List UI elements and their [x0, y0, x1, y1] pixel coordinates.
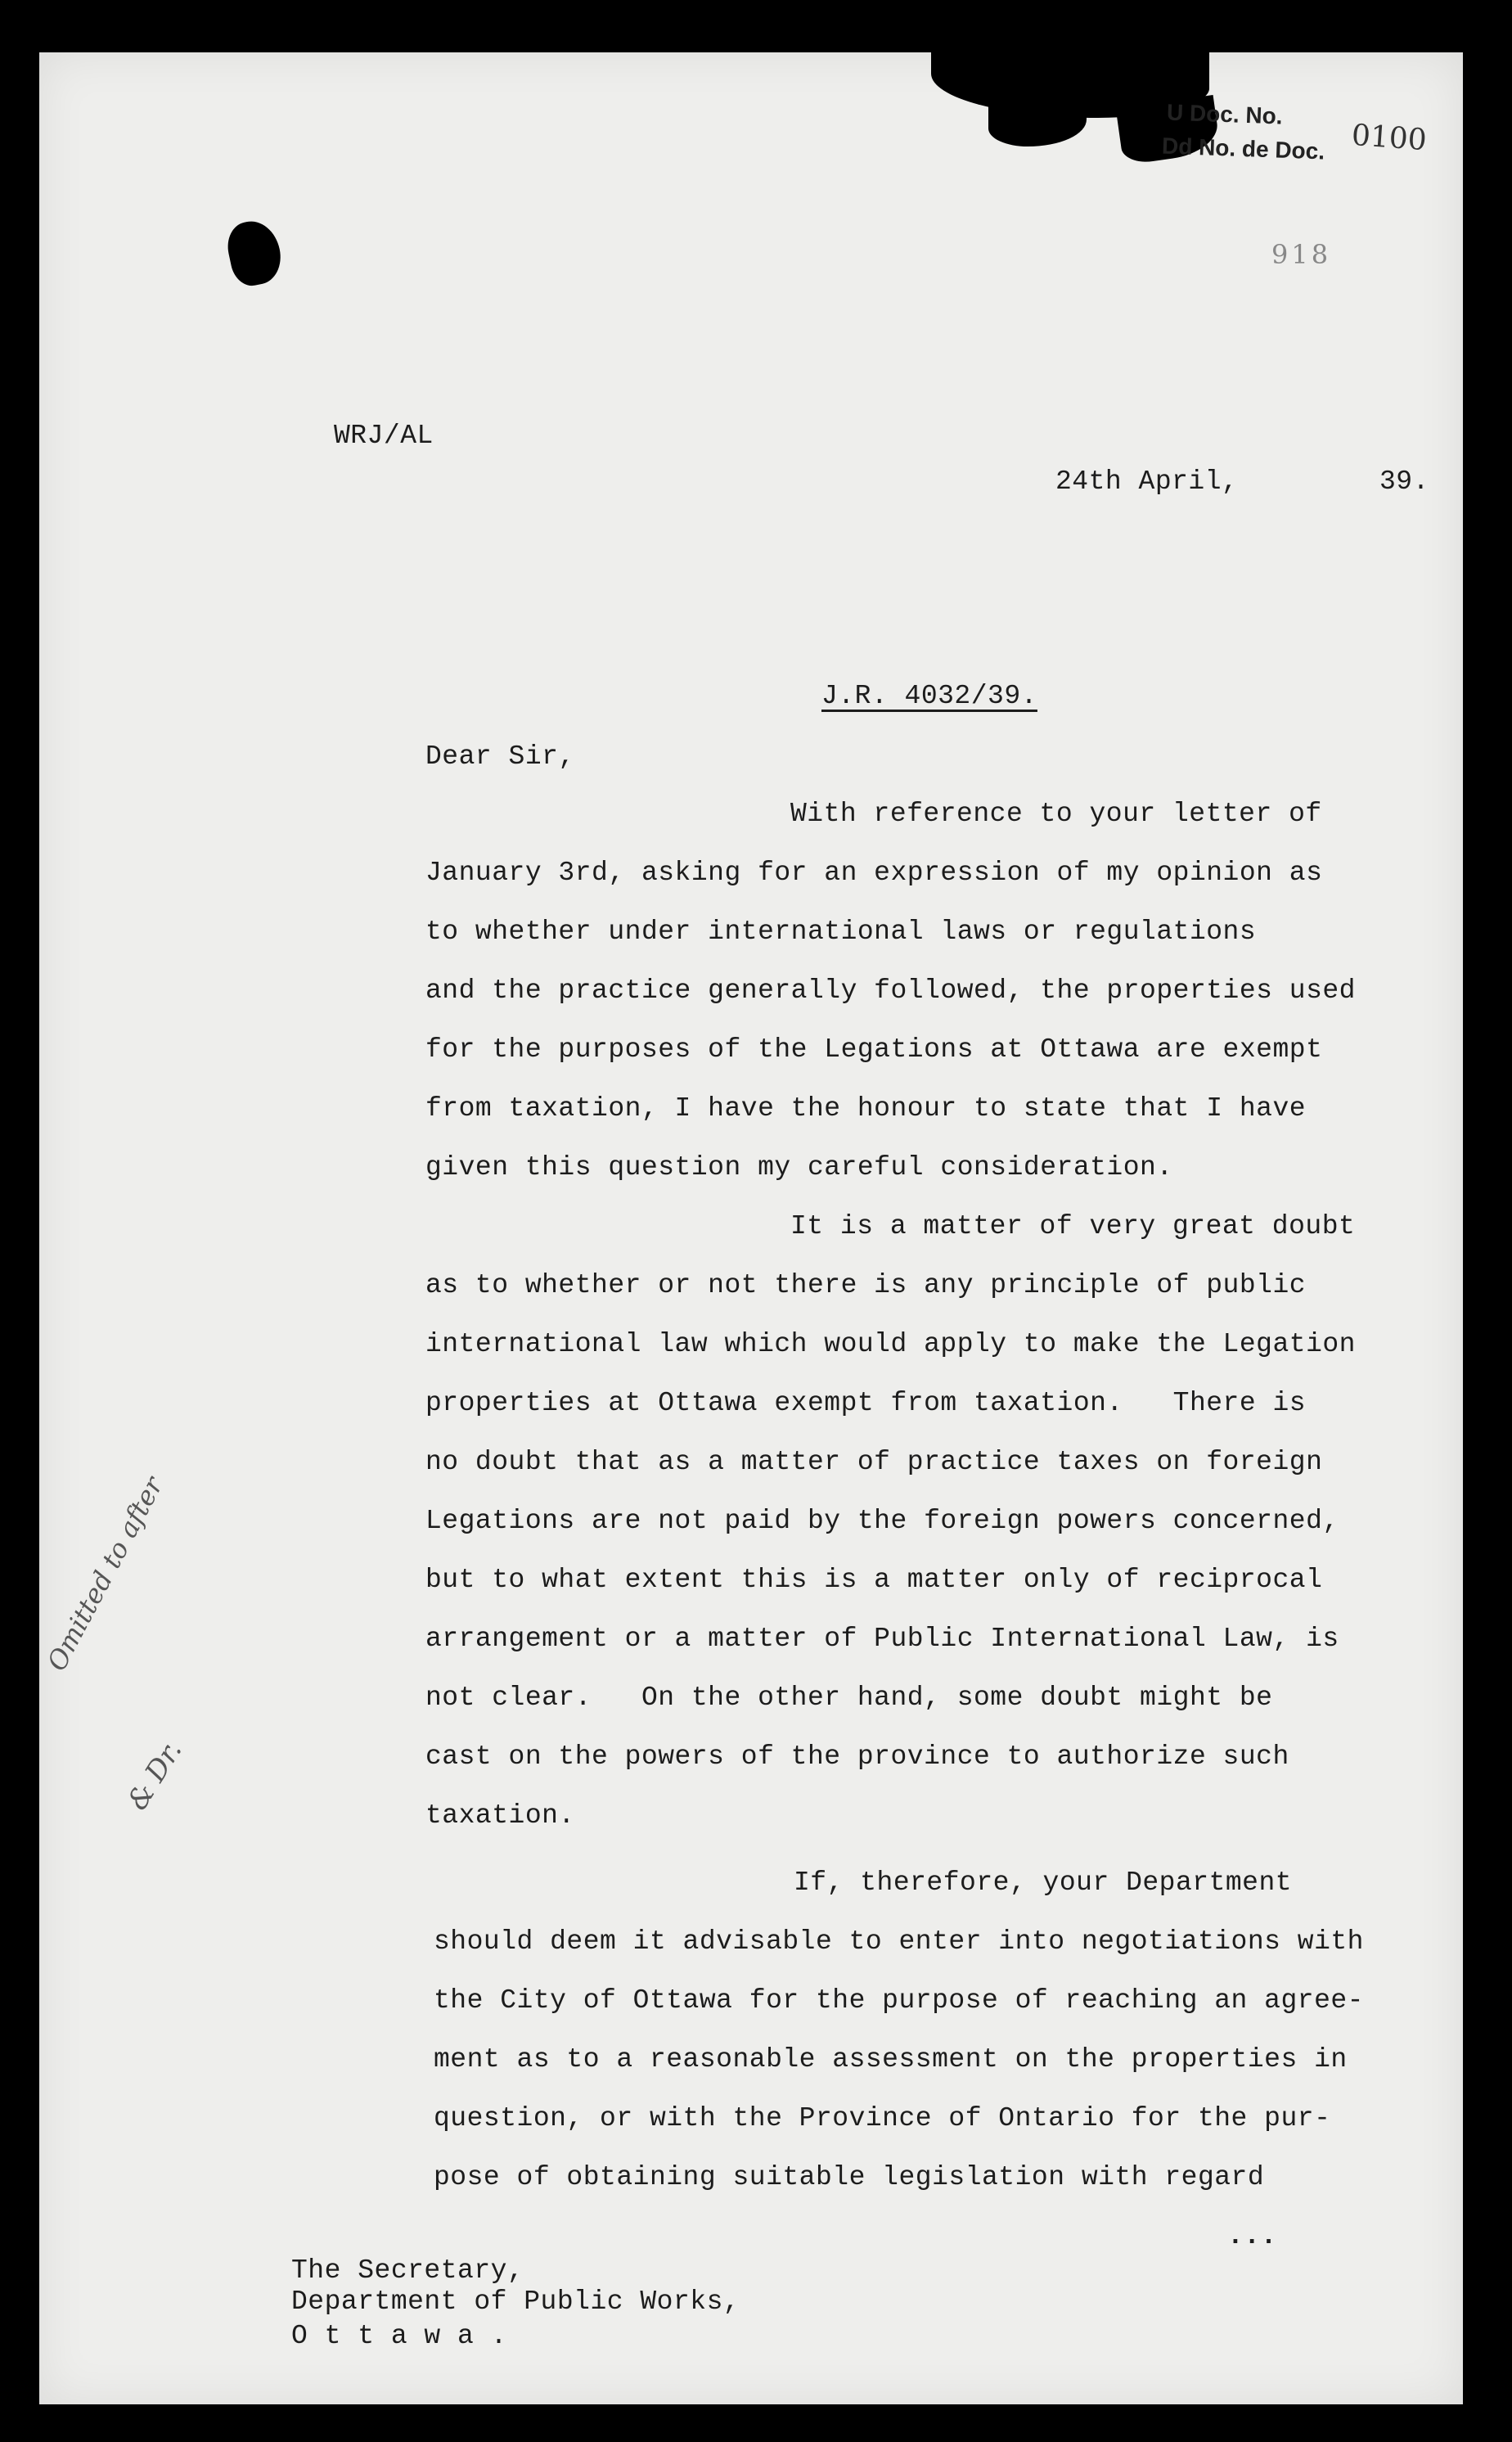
body-line: should deem it advisable to enter into negotiations with — [434, 1926, 1364, 1957]
body-line: properties at Ottawa exempt from taxation. There is — [425, 1388, 1307, 1418]
addressee-line: The Secretary, — [291, 2255, 524, 2286]
punch-hole — [223, 216, 286, 289]
body-line: pose of obtaining suitable legislation with regard — [434, 2162, 1265, 2192]
margin-note-2: & Dr. — [121, 1735, 189, 1817]
margin-note: Omitted to after — [41, 1471, 169, 1676]
body-line: cast on the powers of the province to authorize such — [425, 1741, 1289, 1772]
reference-number: J.R. 4032/39. — [821, 681, 1037, 711]
body-line: for the purposes of the Legations at Ottawa are exempt — [425, 1034, 1323, 1065]
body-line: question, or with the Province of Ontario for the pur- — [434, 2103, 1331, 2133]
salutation: Dear Sir, — [425, 741, 575, 772]
body-line: With reference to your letter of — [790, 799, 1322, 829]
body-line: given this question my careful consideration. — [425, 1152, 1173, 1183]
body-line: international law which would apply to make the Legation — [425, 1329, 1356, 1359]
body-line: not clear. On the other hand, some doubt might be — [425, 1683, 1273, 1713]
body-line: the City of Ottawa for the purpose of reaching an agree- — [434, 1985, 1364, 2016]
archive-stamp-line1: U Doc. No. — [1166, 99, 1284, 129]
body-line: arrangement or a matter of Public International Law, is — [425, 1624, 1339, 1654]
body-line: as to whether or not there is any principle of public — [425, 1270, 1307, 1300]
body-line: taxation. — [425, 1800, 575, 1831]
body-line: and the practice generally followed, the properties used — [425, 975, 1356, 1006]
body-line: no doubt that as a matter of practice taxes on foreign — [425, 1447, 1323, 1477]
archive-stamp-number: 0100 — [1350, 118, 1428, 158]
folio-number: 918 — [1271, 239, 1332, 270]
torn-edge-3 — [988, 101, 1087, 146]
body-line: ment as to a reasonable assessment on the properties in — [434, 2044, 1348, 2075]
addressee-line: Department of Public Works, — [291, 2287, 740, 2317]
addressee-line: O t t a w a . — [291, 2321, 507, 2351]
continuation-mark: ... — [1227, 2221, 1277, 2251]
body-line: It is a matter of very great doubt — [790, 1211, 1356, 1241]
body-line: but to what extent this is a matter only of reciprocal — [425, 1565, 1323, 1595]
body-line: to whether under international laws or regulations — [425, 917, 1257, 947]
body-line: Legations are not paid by the foreign powers concerned, — [425, 1506, 1339, 1536]
body-line: January 3rd, asking for an expression of my opinion as — [425, 858, 1323, 888]
date: 24th April, — [1055, 466, 1239, 497]
date-year: 39. — [1379, 466, 1429, 497]
body-line: from taxation, I have the honour to state that I have — [425, 1093, 1307, 1124]
body-line: If, therefore, your Department — [794, 1868, 1293, 1898]
archive-stamp-line2: Dd No. de Doc. — [1161, 133, 1325, 164]
initials: WRJ/AL — [334, 421, 434, 451]
